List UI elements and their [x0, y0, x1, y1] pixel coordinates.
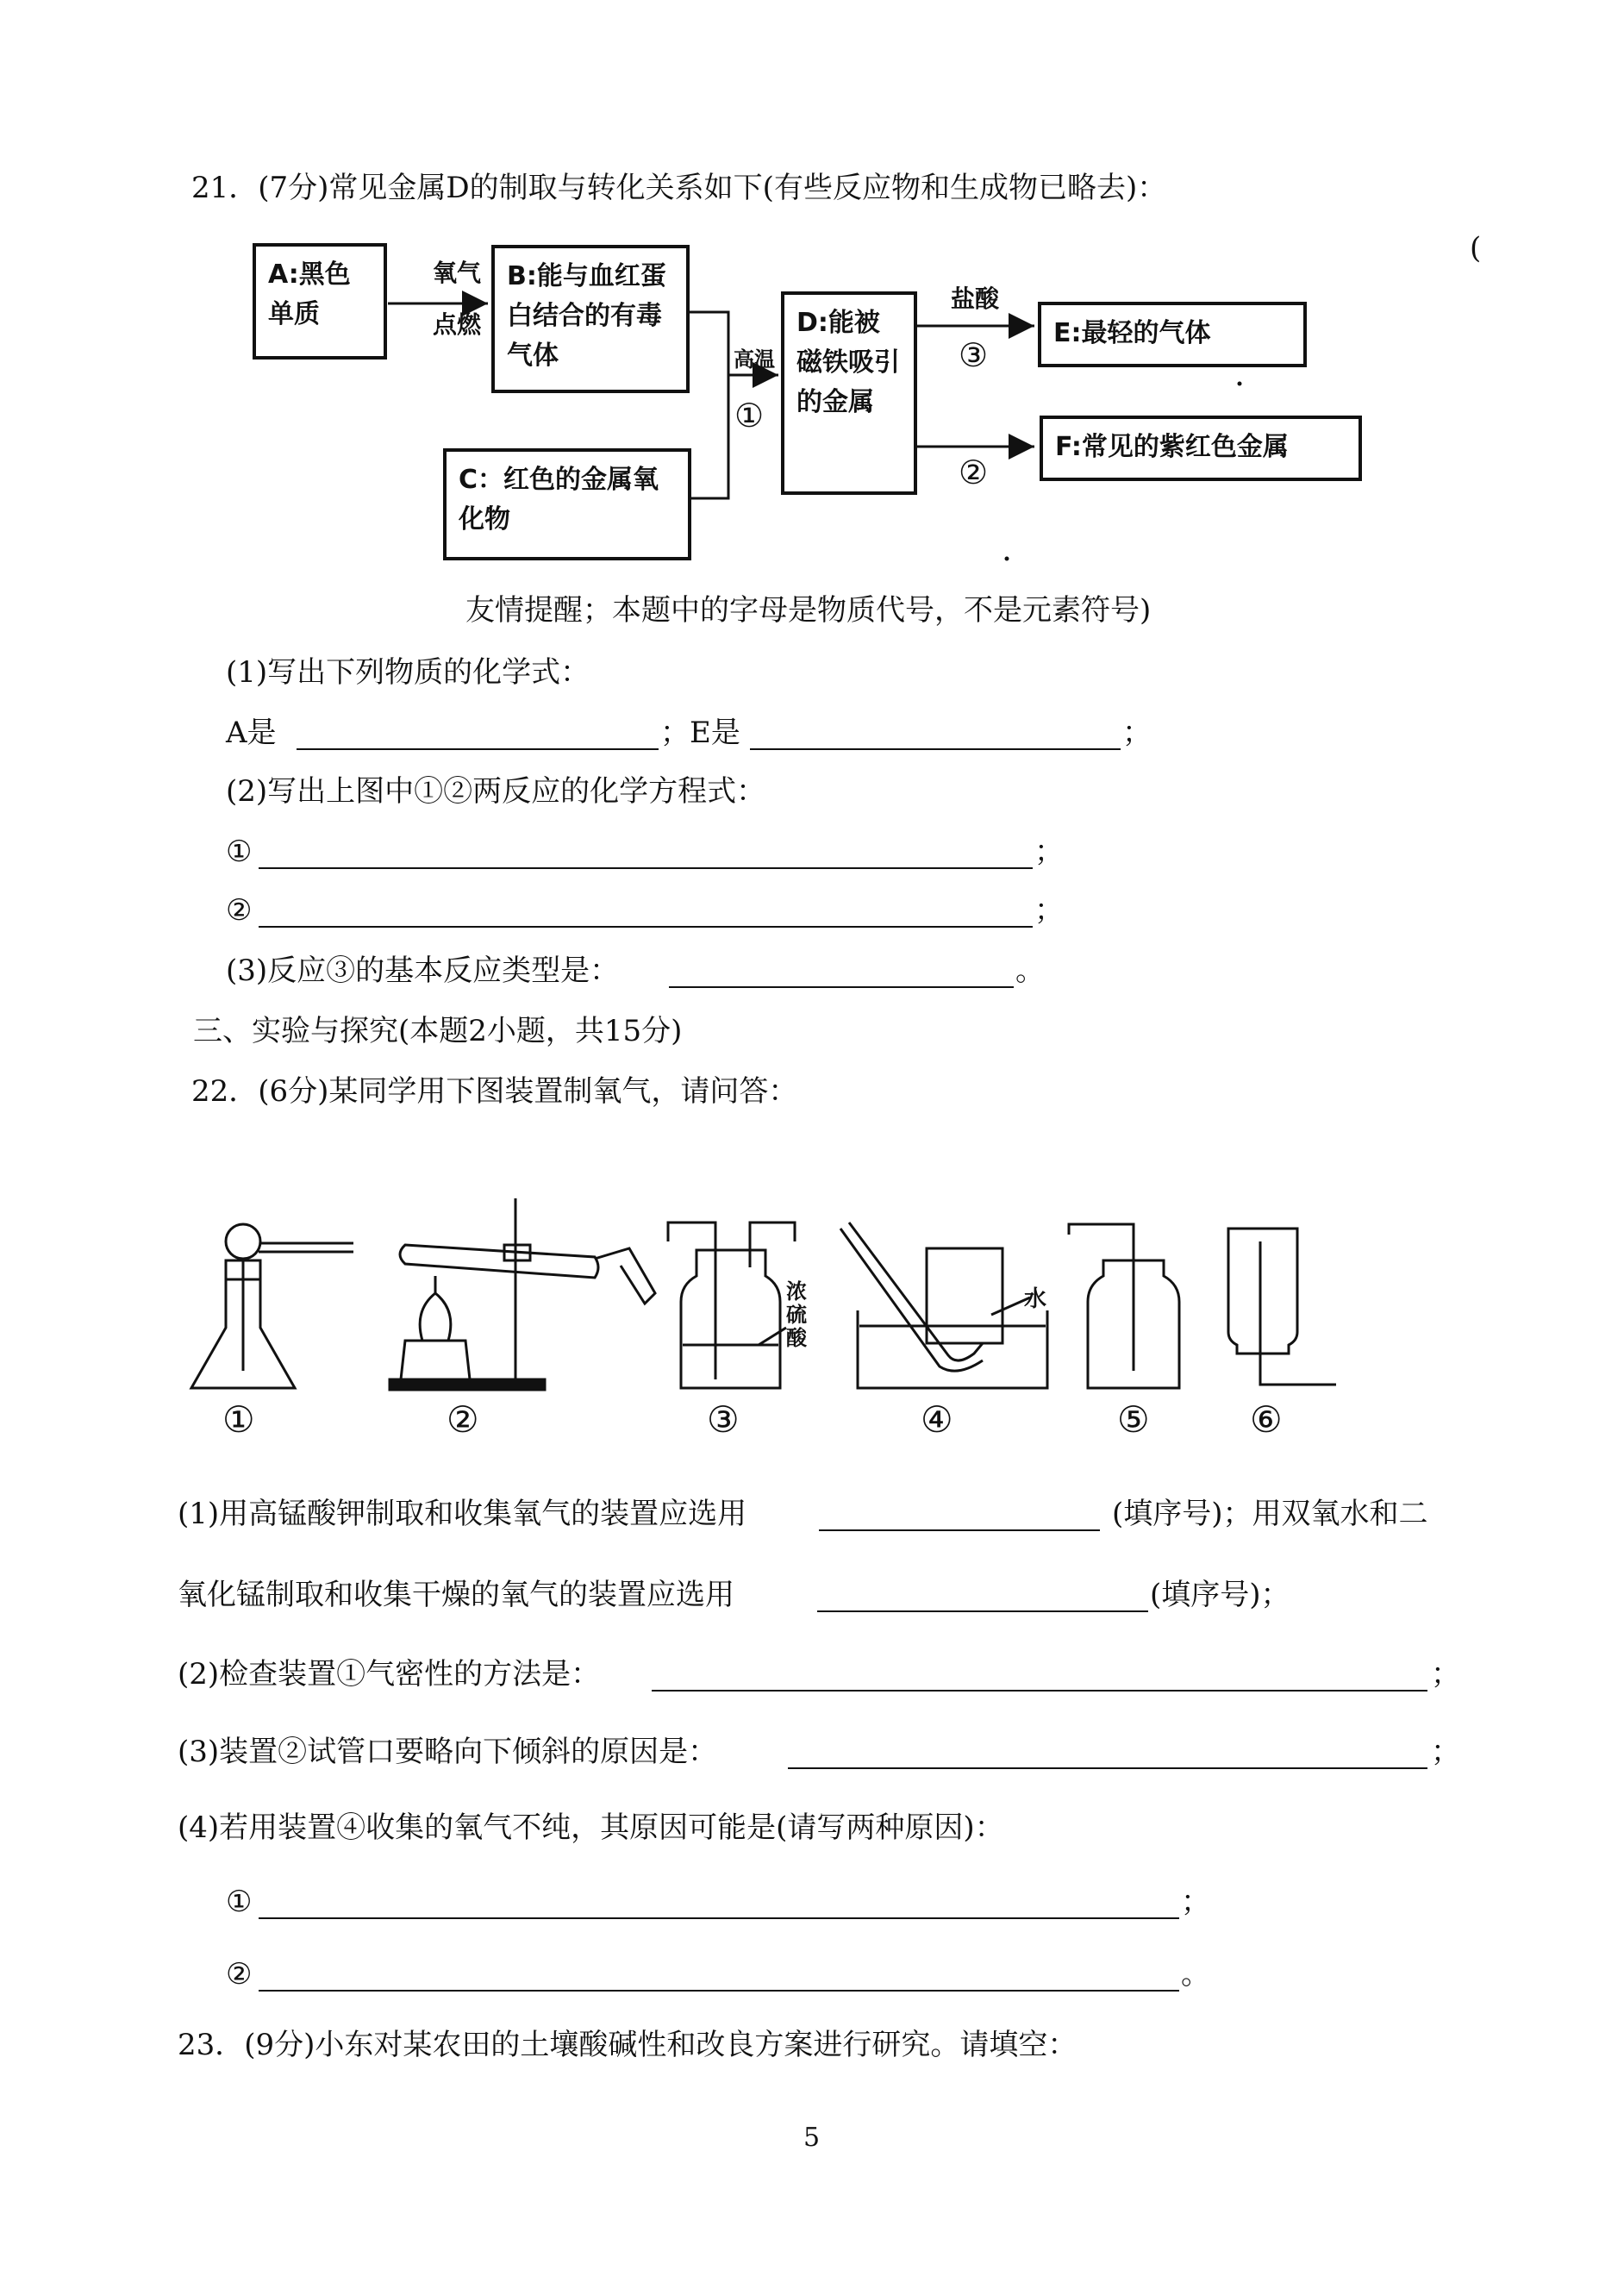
- water-label: 水: [1024, 1286, 1047, 1312]
- arrow-ab-top-label: 氧气: [432, 259, 481, 287]
- q21-eq2-label: ②: [226, 893, 253, 928]
- q22-p3: (3)装置②试管口要略向下倾斜的原因是：: [178, 1735, 718, 1769]
- box-d: [781, 291, 917, 495]
- box-e-text: E:最轻的气体: [1053, 318, 1211, 348]
- q22-semi-2: ；: [1431, 1735, 1460, 1769]
- apparatus-3-icon: [668, 1223, 795, 1388]
- apparatus-label-6: ⑥: [1250, 1398, 1283, 1441]
- apparatus-label-4: ④: [921, 1398, 953, 1441]
- line-c-junction: [691, 375, 728, 498]
- q21-period: 。: [1015, 954, 1045, 988]
- page-number: 5: [803, 2123, 821, 2153]
- answer-airtightness-blank[interactable]: [652, 1690, 1427, 1692]
- answer-kmno4-apparatus-blank[interactable]: [819, 1529, 1100, 1531]
- q21-title: 21．(7分)常见金属D的制取与转化关系如下(有些反应物和生成物已略去)：: [191, 171, 1167, 205]
- q21-paren: (: [1470, 231, 1482, 266]
- box-d-text: D:能被磁铁吸引的金属: [796, 308, 900, 417]
- q21-p2: (2)写出上图中①②两反应的化学方程式：: [226, 774, 766, 809]
- box-c: [443, 448, 691, 560]
- box-b-text: B:能与血红蛋白结合的有毒气体: [507, 261, 666, 371]
- apparatus-label-5: ⑤: [1117, 1398, 1150, 1441]
- box-b: [491, 245, 690, 393]
- q22-semi-1: ；: [1431, 1657, 1460, 1692]
- q23-title: 23．(9分)小东对某农田的土壤酸碱性和改良方案进行研究。请填空：: [178, 2028, 1077, 2062]
- q21-p3: (3)反应③的基本反应类型是：: [226, 954, 620, 988]
- q22-p1a: (1)用高锰酸钾制取和收集氧气的装置应选用: [178, 1497, 747, 1531]
- answer-eq1-blank[interactable]: [259, 867, 1033, 869]
- q21-semi-2: ；: [1034, 835, 1064, 869]
- answer-reaction-type-blank[interactable]: [669, 986, 1014, 988]
- q21-semi-1: ；: [1122, 716, 1152, 750]
- q21-p1: (1)写出下列物质的化学式：: [226, 655, 590, 690]
- box-f-text: F:常见的紫红色金属: [1055, 432, 1289, 462]
- apparatus-6-icon: [1228, 1229, 1336, 1385]
- q21-hint: 友情提醒；本题中的字母是物质代号，不是元素符号): [465, 593, 1152, 628]
- arrow-f-num: ②: [959, 453, 989, 491]
- apparatus-5-icon: [1069, 1224, 1179, 1388]
- answer-reason-2-blank[interactable]: [259, 1990, 1179, 1992]
- answer-a-blank[interactable]: [297, 748, 659, 750]
- answer-h2o2-apparatus-blank[interactable]: [817, 1610, 1148, 1612]
- answer-e-blank[interactable]: [750, 748, 1121, 750]
- box-f: [1040, 416, 1362, 481]
- q22-r1-label: ①: [226, 1885, 253, 1919]
- q22-p4: (4)若用装置④收集的氧气不纯，其原因可能是(请写两种原因)：: [178, 1810, 1004, 1845]
- arrow-d-top-label: 高温: [734, 347, 775, 372]
- q22-p2: (2)检查装置①气密性的方法是：: [178, 1657, 601, 1692]
- answer-reason-1-blank[interactable]: [259, 1917, 1179, 1919]
- apparatus-4-icon: [840, 1223, 1047, 1388]
- q21-e-label: ；E是: [660, 716, 740, 750]
- arrow-d-num: ①: [734, 397, 765, 435]
- box-e: [1038, 302, 1307, 367]
- q22-title: 22．(6分)某同学用下图装置制氧气，请问答：: [191, 1074, 798, 1109]
- line-b-junction: [690, 312, 728, 375]
- q21-eq1-label: ①: [226, 835, 253, 869]
- answer-tube-tilt-blank[interactable]: [788, 1767, 1427, 1769]
- q22-semi-3: ；: [1181, 1885, 1210, 1919]
- q22-p1b: (填序号)；用双氧水和二: [1112, 1497, 1428, 1531]
- box-c-text: C：红色的金属氧化物: [459, 465, 659, 535]
- section-3-title: 三、实验与探究(本题2小题，共15分): [193, 1014, 683, 1048]
- q22-r2-label: ②: [226, 1957, 253, 1992]
- q22-p1d: (填序号)；: [1150, 1578, 1290, 1612]
- box-a: [253, 243, 387, 360]
- apparatus-label-2: ②: [447, 1398, 479, 1441]
- arrow-e-top-label: 盐酸: [950, 285, 999, 313]
- answer-eq2-blank[interactable]: [259, 926, 1033, 928]
- conc-sulfuric-acid-label: 浓硫酸: [786, 1279, 807, 1350]
- q22-p1c: 氧化锰制取和收集干燥的氧气的装置应选用: [178, 1578, 734, 1612]
- box-a-text: A:黑色单质: [268, 260, 351, 329]
- apparatus-2-icon: [390, 1198, 655, 1390]
- apparatus-1-icon: [191, 1224, 353, 1388]
- apparatus-label-3: ③: [707, 1398, 740, 1441]
- apparatus-label-1: ①: [222, 1398, 255, 1441]
- q21-semi-3: ；: [1034, 893, 1064, 928]
- arrow-e-num: ③: [959, 336, 989, 374]
- q22-period: 。: [1181, 1957, 1210, 1992]
- q21-a-label: A是: [226, 716, 277, 750]
- arrow-ab-bottom-label: 点燃: [432, 310, 481, 339]
